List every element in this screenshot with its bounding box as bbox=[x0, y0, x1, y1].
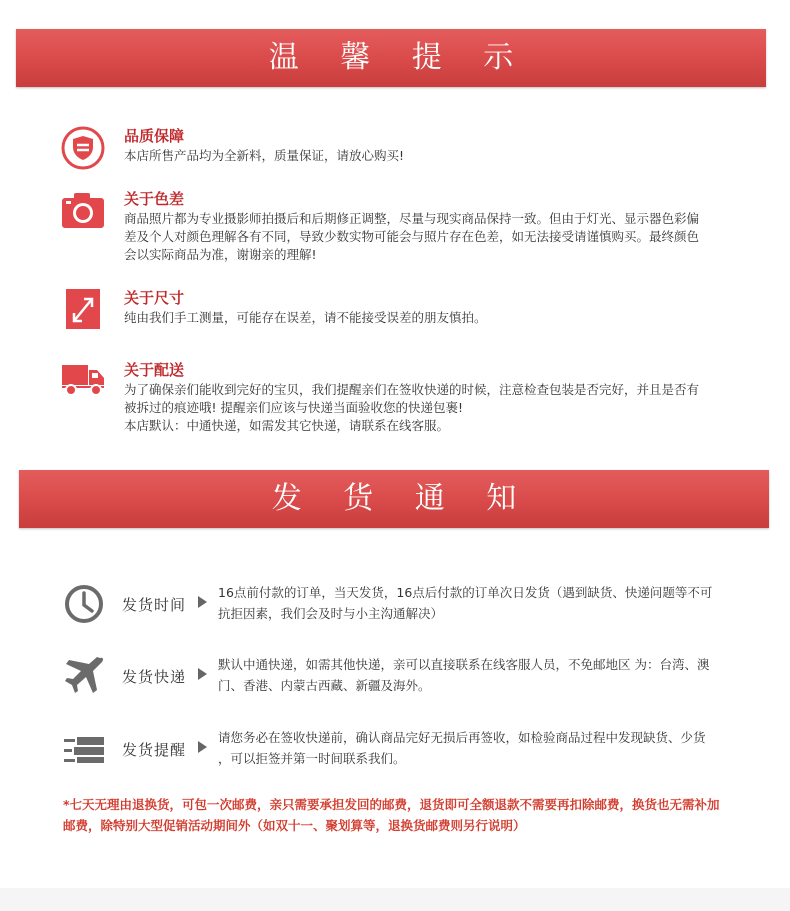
shipping-text: 默认中通快递，如需其他快递，亲可以直接联系在线客服人员，不免邮地区 为：台湾、澳 门、香港、内蒙古西藏、新疆及海外。 bbox=[218, 657, 710, 693]
shipping-time-row bbox=[62, 582, 732, 632]
triangle-arrow-icon bbox=[198, 668, 207, 680]
tip-text: 为了确保亲们能收到完好的宝贝，我们提醒亲们在签收快递的时候，注意检查包装是否完好，并且是否有 被拆过的痕迹哦! 提醒亲们应该与快递当面验收您的快递包裹! 本店默认：中通快递，如需发其它快递，请联系在线客服。 bbox=[124, 382, 700, 433]
delivery-truck-icon bbox=[60, 359, 106, 405]
shipping-label: 发货快递 bbox=[122, 668, 187, 686]
shipping-courier-row bbox=[62, 654, 732, 704]
tip-text: 纯由我们手工测量，可能存在误差，请不能接受误差的朋友慎拍。 bbox=[124, 310, 487, 325]
shipping-label: 发货时间 bbox=[122, 596, 187, 614]
section-banner-warm-tips bbox=[16, 29, 766, 87]
shipping-text: 请您务必在签收快递前，确认商品完好无损后再签收，如检验商品过程中发现缺货、少货 ，可以拒签并第一时间联系我们。 bbox=[218, 730, 706, 766]
tip-text: 本店所售产品均为全新料，质量保证，请放心购买! bbox=[124, 148, 405, 163]
section-title: 发 货 通 知 bbox=[271, 481, 533, 516]
section-title: 温 馨 提 示 bbox=[268, 40, 530, 75]
bottom-divider bbox=[0, 888, 790, 911]
shield-icon bbox=[60, 125, 106, 171]
shipping-text: 16点前付款的订单，当天发货，16点后付款的订单次日发货（遇到缺货、快递问题等不可 抗拒因素，我们会及时与小主沟通解决） bbox=[218, 585, 713, 621]
tip-title: 品质保障 bbox=[124, 127, 185, 145]
stack-icon bbox=[62, 727, 106, 771]
tip-quality bbox=[60, 125, 730, 171]
tip-title: 关于尺寸 bbox=[124, 289, 185, 307]
tip-size bbox=[60, 287, 730, 333]
section-banner-shipping-notice bbox=[19, 470, 769, 528]
triangle-arrow-icon bbox=[198, 741, 207, 753]
tip-delivery bbox=[60, 359, 730, 439]
resize-arrow-icon bbox=[60, 287, 106, 333]
tip-title: 关于配送 bbox=[124, 361, 185, 379]
triangle-arrow-icon bbox=[198, 596, 207, 608]
airplane-icon bbox=[62, 654, 106, 698]
camera-icon bbox=[60, 188, 106, 234]
tip-color-difference bbox=[60, 188, 730, 268]
return-policy-notice: *七天无理由退换货，可包一次邮费，亲只需要承担发回的邮费，退货即可全额退款不需要再扣除邮费，换货也无需补加 邮费，除特别大型促销活动期间外（如双十一、聚划算等，退换货邮费则另行说明） bbox=[63, 797, 720, 833]
tip-text: 商品照片都为专业摄影师拍摄后和后期修正调整，尽量与现实商品保持一致。但由于灯光、显示器色彩偏 差及个人对颜色理解各有不同，导致少数实物可能会与照片存在色差，如无法接受请谨慎购买。最终颜色 会以实际商品为准，谢谢亲的理解! bbox=[124, 211, 700, 262]
shipping-label: 发货提醒 bbox=[122, 741, 187, 759]
tip-title: 关于色差 bbox=[124, 190, 185, 208]
clock-icon bbox=[62, 582, 106, 626]
shipping-reminder-row bbox=[62, 727, 732, 777]
